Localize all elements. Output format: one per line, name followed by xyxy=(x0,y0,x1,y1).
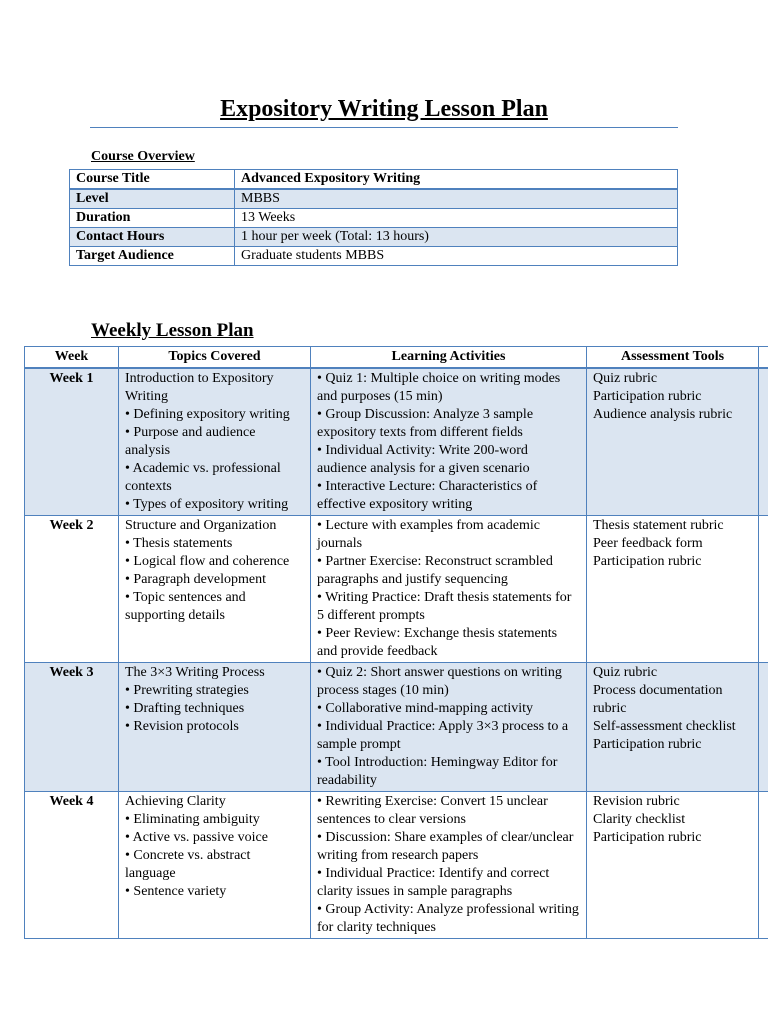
assessment-line: Clarity checklist xyxy=(593,812,686,827)
overview-row xyxy=(70,247,678,266)
column-header: Week xyxy=(25,347,119,369)
assessment-line: Thesis statement rubric xyxy=(593,518,724,533)
activity-line: • Quiz 1: Multiple choice on writing modes and purposes (15 min) xyxy=(317,371,561,404)
empty-column-header xyxy=(759,347,768,369)
topic-line: • Paragraph development xyxy=(125,572,266,587)
course-overview-table xyxy=(69,169,678,266)
column-header: Learning Activities xyxy=(311,347,587,369)
activity-line: • Group Discussion: Analyze 3 sample expository texts from different fields xyxy=(317,407,534,440)
assessment-cell xyxy=(587,792,759,939)
assessment-cell xyxy=(587,663,759,792)
activity-line: • Group Activity: Analyze professional writing for clarity techniques xyxy=(317,902,579,935)
topic-line: The 3×3 Writing Process xyxy=(125,665,265,680)
topic-line: • Purpose and audience analysis xyxy=(125,425,256,458)
assessment-line: Audience analysis rubric xyxy=(593,407,733,422)
week-cell: Week 4 xyxy=(25,792,119,939)
assessment-line: Peer feedback form xyxy=(593,536,703,551)
overview-value: 1 hour per week (Total: 13 hours) xyxy=(235,228,678,247)
overview-row xyxy=(70,170,678,190)
empty-cell xyxy=(759,792,768,939)
title-divider xyxy=(90,127,678,128)
overview-value: Advanced Expository Writing xyxy=(235,170,678,190)
assessment-line: Participation rubric xyxy=(593,737,702,752)
topic-line: Achieving Clarity xyxy=(125,794,226,809)
activity-line: • Individual Practice: Apply 3×3 process to a sample prompt xyxy=(317,719,569,752)
activity-line: • Discussion: Share examples of clear/unclear writing from research papers xyxy=(317,830,574,863)
topics-cell xyxy=(119,792,311,939)
weekly-header-row xyxy=(25,347,768,369)
assessment-line: Quiz rubric xyxy=(593,665,658,680)
topic-line: • Prewriting strategies xyxy=(125,683,249,698)
topics-cell xyxy=(119,368,311,516)
assessment-line: Process documentation rubric xyxy=(593,683,723,716)
activities-cell xyxy=(311,368,587,516)
topic-line: • Eliminating ambiguity xyxy=(125,812,260,827)
overview-key: Contact Hours xyxy=(70,228,235,247)
topic-line: • Logical flow and coherence xyxy=(125,554,290,569)
assessment-line: Participation rubric xyxy=(593,554,702,569)
activities-cell xyxy=(311,516,587,663)
overview-key: Level xyxy=(70,189,235,209)
overview-key: Course Title xyxy=(70,170,235,190)
table-row xyxy=(25,792,768,939)
topic-line: • Concrete vs. abstract language xyxy=(125,848,251,881)
activity-line: • Partner Exercise: Reconstruct scrambled paragraphs and justify sequencing xyxy=(317,554,553,587)
weekly-plan-heading: Weekly Lesson Plan xyxy=(91,320,254,341)
empty-cell xyxy=(759,368,768,516)
topic-line: • Defining expository writing xyxy=(125,407,290,422)
assessment-line: Quiz rubric xyxy=(593,371,658,386)
overview-row xyxy=(70,189,678,209)
empty-cell xyxy=(759,663,768,792)
document-title: Expository Writing Lesson Plan xyxy=(220,96,548,122)
column-header: Assessment Tools xyxy=(587,347,759,369)
assessment-cell xyxy=(587,516,759,663)
activity-line: • Individual Activity: Write 200-word audience analysis for a given scenario xyxy=(317,443,530,476)
week-cell: Week 1 xyxy=(25,368,119,516)
activity-line: • Writing Practice: Draft thesis statements for 5 different prompts xyxy=(317,590,572,623)
topics-cell xyxy=(119,516,311,663)
topics-cell xyxy=(119,663,311,792)
overview-key: Duration xyxy=(70,209,235,228)
activity-line: • Rewriting Exercise: Convert 15 unclear sentences to clear versions xyxy=(317,794,548,827)
activity-line: • Collaborative mind-mapping activity xyxy=(317,701,534,716)
course-overview-label: Course Overview xyxy=(91,149,195,164)
topic-line: Structure and Organization xyxy=(125,518,277,533)
weekly-plan-table xyxy=(24,346,768,939)
topic-line: • Types of expository writing xyxy=(125,497,289,512)
activities-cell xyxy=(311,792,587,939)
topic-line: • Thesis statements xyxy=(125,536,233,551)
activity-line: • Tool Introduction: Hemingway Editor for readability xyxy=(317,755,558,788)
activity-line: • Quiz 2: Short answer questions on writing process stages (10 min) xyxy=(317,665,562,698)
topic-line: • Drafting techniques xyxy=(125,701,245,716)
week-cell: Week 3 xyxy=(25,663,119,792)
assessment-line: Participation rubric xyxy=(593,389,702,404)
overview-value: Graduate students MBBS xyxy=(235,247,678,266)
overview-value: MBBS xyxy=(235,189,678,209)
assessment-line: Self-assessment checklist xyxy=(593,719,736,734)
activity-line: • Lecture with examples from academic journals xyxy=(317,518,540,551)
overview-row xyxy=(70,228,678,247)
activities-cell xyxy=(311,663,587,792)
topic-line: • Sentence variety xyxy=(125,884,227,899)
week-cell: Week 2 xyxy=(25,516,119,663)
table-row xyxy=(25,516,768,663)
assessment-line: Revision rubric xyxy=(593,794,680,809)
topic-line: • Academic vs. professional contexts xyxy=(125,461,281,494)
overview-key: Target Audience xyxy=(70,247,235,266)
weekly-body xyxy=(25,368,768,939)
topic-line: • Topic sentences and supporting details xyxy=(125,590,246,623)
activity-line: • Peer Review: Exchange thesis statements and provide feedback xyxy=(317,626,558,659)
activity-line: • Interactive Lecture: Characteristics of effective expository writing xyxy=(317,479,538,512)
assessment-line: Participation rubric xyxy=(593,830,702,845)
column-header: Topics Covered xyxy=(119,347,311,369)
table-row xyxy=(25,368,768,516)
activity-line: • Individual Practice: Identify and correct clarity issues in sample paragraphs xyxy=(317,866,550,899)
overview-row xyxy=(70,209,678,228)
overview-value: 13 Weeks xyxy=(235,209,678,228)
table-row xyxy=(25,663,768,792)
assessment-cell xyxy=(587,368,759,516)
topic-line: • Active vs. passive voice xyxy=(125,830,268,845)
topic-line: Introduction to Expository Writing xyxy=(125,371,274,404)
topic-line: • Revision protocols xyxy=(125,719,239,734)
empty-cell xyxy=(759,516,768,663)
